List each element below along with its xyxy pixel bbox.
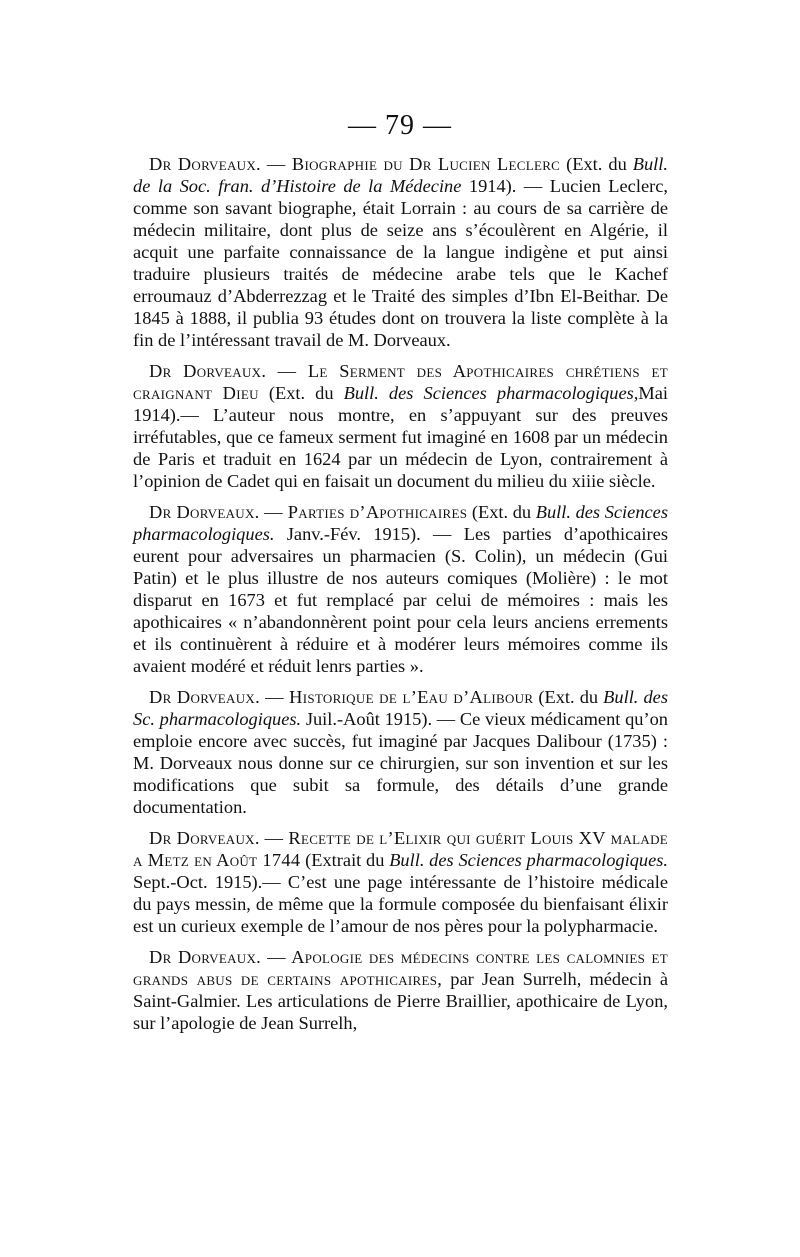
entry-source-open: (Ext. du [560,154,633,174]
entry-date: Mai 1914). [133,383,668,425]
entry-author: Dr Dorveaux. [149,687,261,707]
entry-text: — C’est une page intéressante de l’histoire médicale du pays messin, de même que la formule composée du bienfaisant élixir est un curieux exemple de l’amour de nos pères pour la polypharmacie. [133,872,668,936]
entry-source: Bull. de la Soc. fran. d’Histoire de la Médecine [133,154,668,196]
bibliography-entry [133,827,668,937]
entry-source: Bull. des Sciences pharmacologiques, [343,383,639,403]
entry-text: — Les parties d’apothicaires eurent pour adversaires un pharmacien (S. Colin), un médecin (Gui Patin) et le plus illustre de nos auteurs comiques (Molière) : le mot disparut en 1673 et fut remplacé par celui de mémoires : mais les apothicaires « n’abandonnèrent point pour cela leurs anciens errements et ils continuèrent à réduire et à modérer leurs mémoires comme ils avaient modéré et réduit lenrs parties ». [133,524,668,676]
entry-source-open: (Ext. du [258,383,344,403]
bibliography-entry [133,153,668,351]
entry-author: Dr Dorveaux. [149,361,267,381]
entry-text: par Jean Surrelh, médecin à Saint-Galmier. Les articulations de Pierre Braillier, apothicaire de Lyon, sur l’apologie de Jean Surrelh, [133,969,668,1033]
entry-author: Dr Dorveaux. [149,502,260,522]
entry-text: — Ce vieux médicament qu’on emploie encore avec succès, fut imaginé par Jacques Dalibour (1735) : M. Dorveaux nous donne sur ce chirurgien, sur son invention et sur les modifications que subit sa formule, des détails d’une grande documentation. [133,709,668,817]
entry-author: Dr Dorveaux. [149,947,262,967]
entry-date: 1914). [461,176,517,196]
entry-title: — Historique de l’Eau d’Alibour [265,687,534,707]
entry-title: — Biographie du Dr Lucien Leclerc [266,154,561,174]
page-body [133,153,668,1043]
entry-source-open: (Extrait du [300,850,390,870]
page-number: — 79 — [348,110,452,141]
bibliography-entry [133,946,668,1034]
entry-source: Bull. des Sciences pharmacologiques. [133,502,668,544]
entry-title: — Recette de l’Elixir qui guérit Louis XV malade a Metz en Août 1744 [133,828,668,870]
entry-date: Sept.-Oct. 1915). [133,872,263,892]
entry-title: — Apologie des médecins contre les calomnies et grands abus de certains apothicaires, [133,947,668,989]
bibliography-entry [133,501,668,677]
entry-title: — Le Serment des Apothicaires chrétiens et craignant Dieu [133,361,668,403]
entry-text: — Lucien Leclerc, comme son savant biographe, était Lorrain : au cours de sa carrière de médecin militaire, dont plus de seize ans s’écoulèrent en Algérie, il acquit une parfaite connaissance de la langue indigène et put ainsi traduire plusieurs traités de médecine arabe tels que le Kachef erroumauz d’Abderrezzag et le Traité des simples d’Ibn El-Beithar. De 1845 à 1888, il publia 93 études dont on trouvera la liste complète à la fin de l’intéressant travail de M. Dorveaux. [133,176,668,350]
entry-source-open: (Ext. du [467,502,536,522]
entry-source: Bull. des Sc. pharmacologiques. [133,687,668,729]
entry-title: — Parties d’Apothicaires [264,502,468,522]
entry-source: Bull. des Sciences pharmacologiques. [389,850,669,870]
entry-date: Janv.-Fév. 1915). [274,524,421,544]
bibliography-entry [133,686,668,818]
entry-date: Juil.-Août 1915). [301,709,433,729]
entry-text: — L’auteur nous montre, en s’appuyant sur des preuves irréfutables, que ce fameux serment fut imaginé en 1608 par un médecin de Paris et traduit en 1624 par un médecin de Lyon, contrairement à l’opinion de Cadet qui en faisait un document du milieu du xiiie siècle. [133,405,668,491]
entry-author: Dr Dorveaux. [149,828,260,848]
bibliography-entry [133,360,668,492]
entry-source-open: (Ext. du [533,687,604,707]
entry-author: Dr Dorveaux. [149,154,261,174]
